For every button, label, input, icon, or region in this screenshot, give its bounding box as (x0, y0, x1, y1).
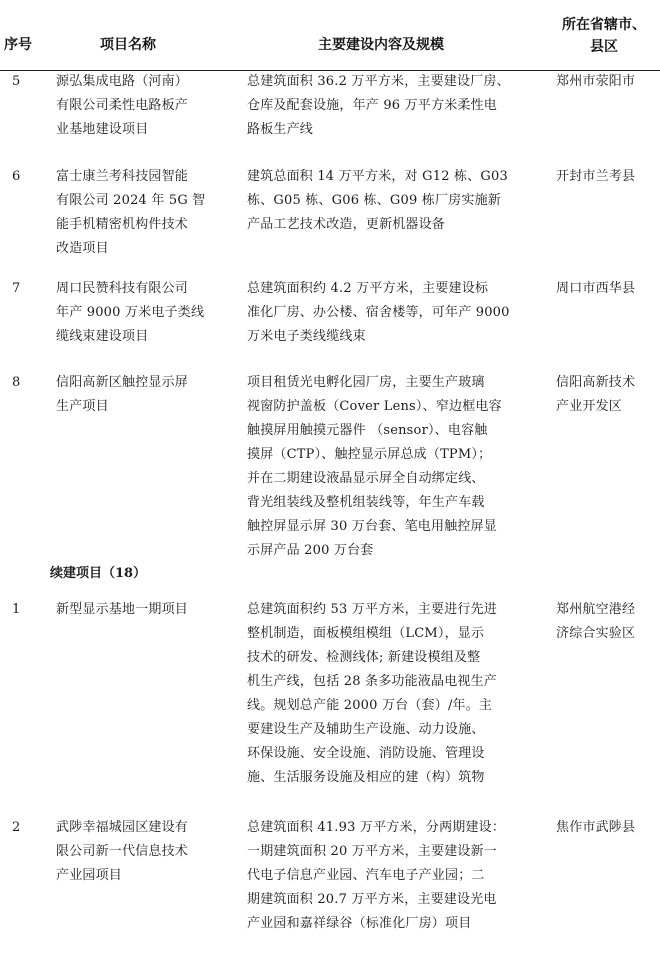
row-content: 总建筑面积约 53 万平方米，主要进行先进 整机制造，面板模组模组（LCM），显示 技术的研发、检测线体; 新建设模组及整 机生产线，包括 28 条多功能液晶电视生产 线。规划总产能 2000 万台（套）/年。主 要建设生产及辅助生产设施、动力设施、 环保设施、安全设施、消防设施、管理设 施、生活服务设施及相应的建（构）筑物 (247, 602, 498, 785)
row-location: 开封市兰考县 (556, 169, 636, 184)
row-project-name: 信阳高新区触控显示屏 生产项目 (56, 375, 189, 414)
table-header (0, 0, 660, 71)
row-location: 郑州市荥阳市 (556, 74, 636, 89)
row-project-name: 新型显示基地一期项目 (56, 602, 189, 617)
row-content: 项目租赁光电孵化园厂房，主要生产玻璃 视窗防护盖板（Cover Lens）、窄边框电容 触摸屏用触摸元器件 （sensor）、电容触 摸屏（CTP）、触控显示屏总成（TPM）； 并在二期建设液晶显示屏全自动绑定线、 背光组装线及整机组装线等，年生产车载 触控屏显示屏 30 万台套、笔电用触控屏显 示屏产品 200 万台套 (247, 375, 502, 558)
header-content-scale: 主要建设内容及规模 (318, 37, 444, 53)
header-seq: 序号 (4, 37, 32, 53)
row-project-name: 富士康兰考科技园智能 有限公司 2024 年 5G 智 能手机精密机构件技术 改造项目 (56, 169, 206, 256)
header-location: 所在省辖市、 县区 (562, 17, 646, 55)
row-content: 总建筑面积约 4.2 万平方米，主要建设标 准化厂房、办公楼、宿舍楼等，可年产 9000 万米电子类线缆线束 (247, 281, 510, 344)
row-seq: 2 (12, 820, 21, 835)
row-location: 焦作市武陟县 (556, 820, 636, 835)
row-location: 信阳高新技术 产业开发区 (556, 375, 636, 414)
row-content: 建筑总面积 14 万平方米，对 G12 栋、G03 栋、G05 栋、G06 栋、G09 栋厂房实施新 产品工艺技术改造，更新机器设备 (247, 169, 508, 232)
row-project-name: 武陟幸福城园区建设有 限公司新一代信息技术 产业园项目 (56, 820, 189, 883)
row-content: 总建筑面积 41.93 万平方米，分两期建设： 一期建筑面积 20 万平方米，主要建设新一 代电子信息产业园、汽车电子产业园；二 期建筑面积 20.7 万平方米，主要建设光电 产业园和嘉祥绿谷（标准化厂房）项目 (247, 820, 506, 931)
row-project-name: 周口民赞科技有限公司 年产 9000 万米电子类线 缆线束建设项目 (56, 281, 205, 344)
row-location: 周口市西华县 (556, 281, 636, 296)
section-title-continued: 续建项目（18） (50, 566, 147, 581)
row-seq: 8 (12, 375, 21, 390)
row-seq: 7 (12, 281, 21, 296)
row-project-name: 源弘集成电路（河南） 有限公司柔性电路板产 业基地建设项目 (56, 74, 189, 137)
header-project-name: 项目名称 (100, 37, 156, 53)
row-content: 总建筑面积 36.2 万平方米，主要建设厂房、 仓库及配套设施，年产 96 万平方米柔性电 路板生产线 (247, 74, 510, 137)
row-seq: 1 (12, 602, 21, 617)
row-seq: 5 (12, 74, 21, 89)
row-seq: 6 (12, 169, 21, 184)
row-location: 郑州航空港经 济综合实验区 (556, 602, 636, 641)
